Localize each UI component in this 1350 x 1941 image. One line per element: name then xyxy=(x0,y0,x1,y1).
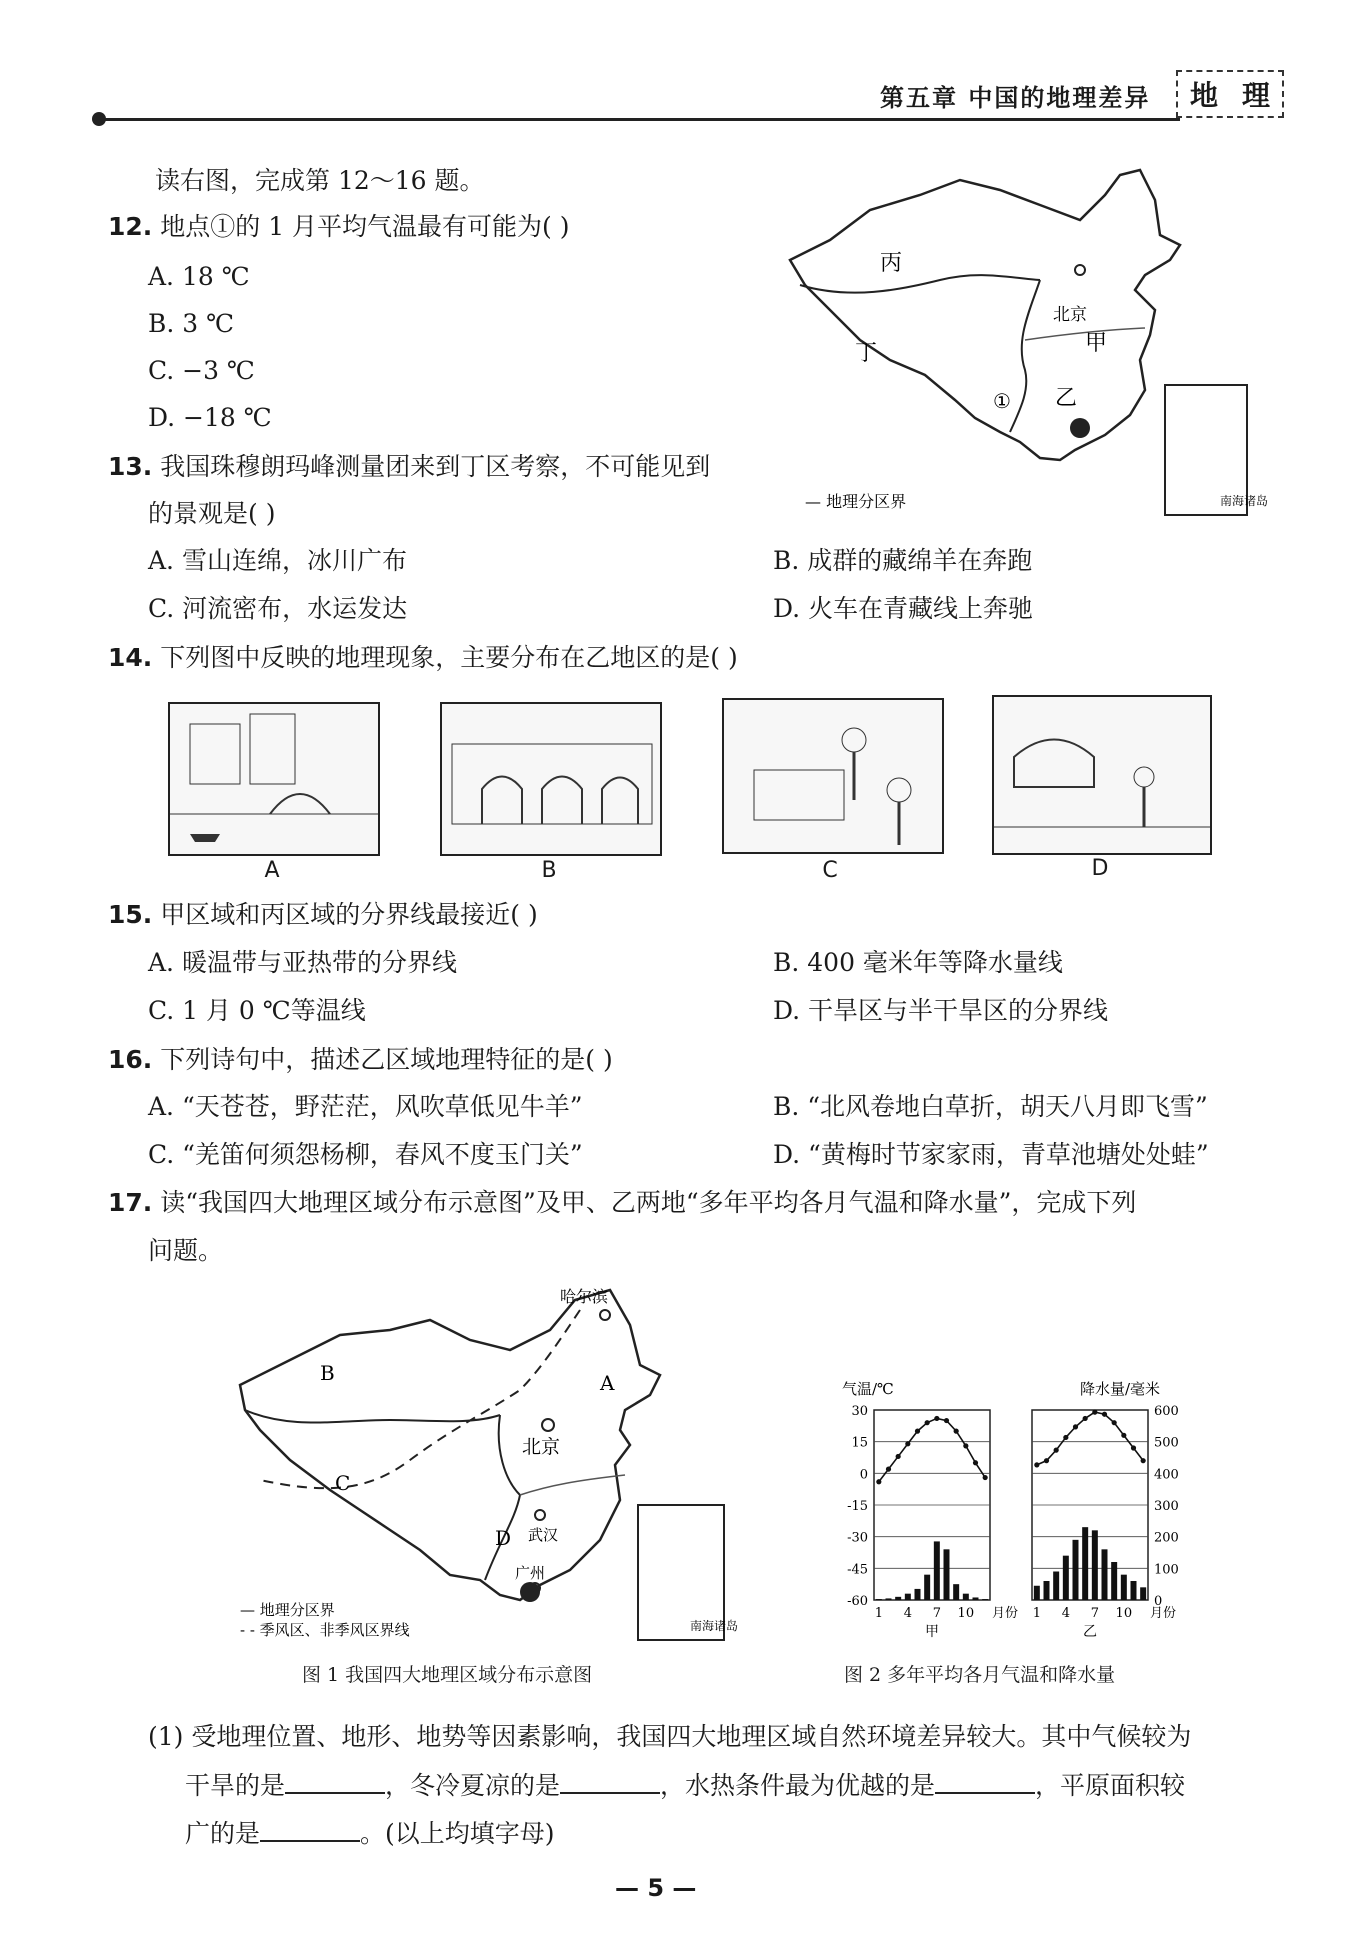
question-13 xyxy=(108,452,710,482)
temperature-line xyxy=(879,1418,985,1481)
temperature-point xyxy=(876,1479,881,1484)
x-tick-label: 7 xyxy=(932,1606,941,1621)
cave-dwelling-illustration xyxy=(442,704,660,854)
label-harbin: 哈尔滨 xyxy=(560,1287,609,1306)
q17-sub1-line1: (1) 受地理位置、地形、地势等因素影响，我国四大地理区域自然环境差异较大。其中气候较为 xyxy=(148,1722,1192,1751)
temperature-line xyxy=(1037,1412,1143,1465)
temperature-point xyxy=(886,1467,891,1472)
right-tick-label: 200 xyxy=(1154,1530,1179,1546)
q17-text-f: 。(以上均填字母) xyxy=(360,1819,555,1848)
question-15 xyxy=(108,900,538,930)
landscape-image-c[interactable] xyxy=(722,698,944,854)
right-tick-label: 500 xyxy=(1154,1435,1179,1451)
precipitation-bar xyxy=(1034,1586,1040,1600)
precipitation-bar xyxy=(1063,1556,1069,1600)
q13-option-a[interactable]: A. 雪山连绵，冰川广布 xyxy=(148,546,407,575)
temperature-point xyxy=(1073,1424,1078,1429)
region-boundary xyxy=(485,1415,520,1580)
precipitation-bar xyxy=(934,1541,940,1600)
precipitation-bar xyxy=(1053,1572,1059,1601)
answer-blank-dry[interactable] xyxy=(285,1770,385,1794)
image-label-a: A xyxy=(264,858,280,883)
precipitation-bar xyxy=(886,1598,892,1600)
q17-stem-continued: 问题。 xyxy=(148,1236,224,1265)
yurt-grassland-illustration xyxy=(994,697,1210,853)
temperature-point xyxy=(973,1460,978,1465)
precipitation-bar xyxy=(1131,1581,1137,1600)
left-axis-title: 气温/℃ xyxy=(842,1380,894,1398)
precipitation-bar xyxy=(944,1549,950,1600)
subject-char-1: 地 xyxy=(1189,79,1218,112)
figure-1-caption: 图 1 我国四大地理区域分布示意图 xyxy=(302,1664,593,1686)
figure-2-caption: 图 2 多年平均各月气温和降水量 xyxy=(844,1664,1116,1686)
answer-blank-plain[interactable] xyxy=(260,1818,360,1842)
china-outline xyxy=(790,170,1180,460)
q17-text-e: 广的是 xyxy=(185,1819,261,1848)
right-tick-label: 400 xyxy=(1154,1467,1179,1483)
temperature-point xyxy=(925,1420,930,1425)
question-stem: 我国珠穆朗玛峰测量团来到丁区考察，不可能见到 xyxy=(160,452,711,481)
temperature-point xyxy=(944,1418,949,1423)
precipitation-bar xyxy=(982,1599,988,1600)
header-rule-dot xyxy=(92,112,106,126)
left-tick-label: 0 xyxy=(859,1467,868,1483)
q15-option-d[interactable]: D. 干旱区与半干旱区的分界线 xyxy=(773,996,1109,1025)
q15-option-b[interactable]: B. 400 毫米年等降水量线 xyxy=(773,948,1063,977)
region-boundary xyxy=(520,1475,625,1495)
intro-text: 读右图，完成第 12～16 题。 xyxy=(155,166,485,195)
q16-option-d[interactable]: D. “黄梅时节家家雨，青草池塘处处蛙” xyxy=(773,1140,1209,1169)
temperature-point xyxy=(1092,1410,1097,1415)
precipitation-bar xyxy=(905,1594,911,1600)
q13-option-c[interactable]: C. 河流密布，水运发达 xyxy=(148,594,408,623)
question-stem: 读“我国四大地理区域分布示意图”及甲、乙两地“多年平均各月气温和降水量”，完成下列 xyxy=(160,1188,1137,1217)
temperature-point xyxy=(983,1475,988,1480)
q12-option-c[interactable]: C. −3 ℃ xyxy=(148,356,255,385)
hainan-island xyxy=(1070,418,1090,438)
q17-text-a: 干旱的是 xyxy=(185,1771,286,1800)
left-tick-label: 15 xyxy=(851,1435,868,1451)
image-label-d: D xyxy=(1091,856,1109,881)
left-tick-label: -60 xyxy=(847,1594,868,1609)
right-tick-label: 600 xyxy=(1154,1404,1179,1419)
header-rule xyxy=(100,118,1180,121)
region-boundary xyxy=(1010,280,1040,432)
right-tick-label: 100 xyxy=(1154,1562,1179,1578)
map2-legend-monsoon: - - 季风区、非季风区界线 xyxy=(240,1621,410,1639)
temperature-point xyxy=(963,1443,968,1448)
question-number: 16. xyxy=(108,1045,153,1074)
precipitation-bar xyxy=(1121,1575,1127,1600)
q16-option-b[interactable]: B. “北风卷地白草折，胡天八月即飞雪” xyxy=(773,1092,1208,1121)
label-region-a: A xyxy=(600,1371,615,1395)
region-boundary xyxy=(800,275,1040,293)
label-yi: 乙 xyxy=(1055,386,1078,411)
region-boundary xyxy=(245,1410,500,1423)
x-axis-title: 月份 xyxy=(992,1606,1019,1621)
precipitation-bar xyxy=(1073,1540,1079,1600)
q17-text-d: ，平原面积较 xyxy=(1035,1771,1186,1800)
right-tick-label: 300 xyxy=(1154,1499,1179,1514)
temperature-point xyxy=(1121,1433,1126,1438)
precipitation-bar xyxy=(895,1597,901,1600)
question-stem: 下列图中反映的地理现象，主要分布在乙地区的是( ) xyxy=(160,643,738,672)
question-stem: 下列诗句中，描述乙区域地理特征的是( ) xyxy=(160,1045,613,1074)
beijing-marker-icon xyxy=(1075,265,1085,275)
temperature-point xyxy=(1112,1420,1117,1425)
monsoon-boundary xyxy=(260,1310,580,1488)
precipitation-bar xyxy=(963,1594,969,1600)
label-beijing: 北京 xyxy=(522,1436,561,1458)
question-stem: 地点①的 1 月平均气温最有可能为( ) xyxy=(160,212,570,241)
image-label-c: C xyxy=(822,858,838,883)
right-axis-title: 降水量/毫米 xyxy=(1080,1380,1161,1398)
temperature-point xyxy=(954,1429,959,1434)
q15-option-a[interactable]: A. 暖温带与亚热带的分界线 xyxy=(148,948,457,977)
question-16 xyxy=(108,1045,613,1075)
china-region-map-1 xyxy=(760,160,1269,520)
question-stem: 甲区域和丙区域的分界线最接近( ) xyxy=(160,900,538,929)
left-tick-label: -30 xyxy=(847,1530,868,1546)
china-region-map-2 xyxy=(230,1280,739,1645)
x-tick-label: 1 xyxy=(1032,1606,1041,1621)
q17-text-b: ，冬冷夏凉的是 xyxy=(385,1771,561,1800)
question-17 xyxy=(108,1188,1136,1218)
q12-option-a[interactable]: A. 18 ℃ xyxy=(148,262,250,291)
question-14 xyxy=(108,643,738,673)
temperature-point xyxy=(1054,1448,1059,1453)
label-guangzhou: 广州 xyxy=(515,1564,546,1582)
x-axis-title: 月份 xyxy=(1150,1606,1177,1621)
precipitation-bar xyxy=(1102,1549,1108,1600)
temperature-point xyxy=(905,1441,910,1446)
temperature-point xyxy=(934,1416,939,1421)
image-label-b: B xyxy=(541,858,557,883)
q17-sub1-line2 xyxy=(185,1770,1185,1801)
map1-legend: — 地理分区界 xyxy=(805,492,907,511)
temperature-point xyxy=(1131,1445,1136,1450)
q12-option-d[interactable]: D. −18 ℃ xyxy=(148,403,272,432)
map2-legend-boundary: — 地理分区界 xyxy=(240,1601,335,1619)
precipitation-bar xyxy=(1044,1581,1050,1600)
x-tick-label: 4 xyxy=(903,1606,912,1621)
temperature-point xyxy=(1141,1458,1146,1463)
inset-label: 南海诸岛 xyxy=(690,1619,739,1633)
landscape-image-d[interactable] xyxy=(992,695,1212,855)
precipitation-bar xyxy=(953,1584,959,1600)
subject-char-2: 理 xyxy=(1241,79,1270,112)
harbin-marker-icon xyxy=(600,1310,610,1320)
question-number: 14. xyxy=(108,643,153,672)
precipitation-bar xyxy=(876,1599,882,1600)
label-region-c: C xyxy=(335,1471,351,1495)
label-region-d: D xyxy=(495,1526,512,1550)
label-ding: 丁 xyxy=(855,341,878,366)
page-number: — 5 — xyxy=(615,1874,697,1902)
landscape-image-a[interactable] xyxy=(168,702,380,856)
precipitation-bar xyxy=(915,1589,921,1600)
q12-option-b[interactable]: B. 3 ℃ xyxy=(148,309,235,338)
q16-option-a[interactable]: A. “天苍苍，野茫茫，风吹草低见牛羊” xyxy=(148,1092,583,1121)
inset-label: 南海诸岛 xyxy=(1220,494,1269,508)
water-town-illustration xyxy=(170,704,378,854)
landscape-image-b[interactable] xyxy=(440,702,662,856)
x-tick-label: 10 xyxy=(957,1606,975,1621)
temperature-point xyxy=(1083,1416,1088,1421)
q15-option-c[interactable]: C. 1 月 0 ℃等温线 xyxy=(148,996,366,1025)
q16-option-c[interactable]: C. “羌笛何须怨杨柳，春风不度玉门关” xyxy=(148,1140,583,1169)
wuhan-marker-icon xyxy=(535,1510,545,1520)
precipitation-bar xyxy=(1140,1587,1146,1600)
precipitation-bar xyxy=(1092,1530,1098,1600)
q17-text-c: ，水热条件最为优越的是 xyxy=(660,1771,936,1800)
terrace-farming-illustration xyxy=(724,700,942,852)
precipitation-bar xyxy=(1082,1527,1088,1600)
label-wuhan: 武汉 xyxy=(528,1526,559,1544)
temperature-point xyxy=(1034,1462,1039,1467)
temperature-point xyxy=(1063,1435,1068,1440)
precipitation-bar xyxy=(1111,1562,1117,1600)
temperature-point xyxy=(1044,1458,1049,1463)
temperature-point xyxy=(1102,1412,1107,1417)
precipitation-bar xyxy=(924,1575,930,1600)
q17-sub1-line3 xyxy=(185,1818,555,1849)
temperature-point xyxy=(896,1454,901,1459)
label-beijing: 北京 xyxy=(1053,305,1087,325)
beijing-marker-icon xyxy=(542,1419,554,1431)
chapter-title: 第五章 中国的地理差异 xyxy=(880,83,1151,112)
question-number: 12. xyxy=(108,212,153,241)
label-jia: 甲 xyxy=(1085,331,1108,356)
china-outline xyxy=(240,1290,660,1600)
question-number: 17. xyxy=(108,1188,153,1217)
temperature-point xyxy=(915,1429,920,1434)
answer-blank-hydrothermal[interactable] xyxy=(935,1770,1035,1794)
q13-stem-continued: 的景观是( ) xyxy=(148,499,276,528)
subject-badge xyxy=(1176,70,1284,118)
label-point-1: ① xyxy=(993,389,1011,413)
x-tick-label: 1 xyxy=(874,1606,883,1621)
question-12 xyxy=(108,212,570,242)
left-tick-label: -15 xyxy=(847,1499,868,1514)
precipitation-bar xyxy=(973,1597,979,1600)
x-tick-label: 10 xyxy=(1115,1606,1133,1621)
label-region-b: B xyxy=(320,1361,335,1385)
climate-chart xyxy=(840,1372,1190,1660)
q13-option-b[interactable]: B. 成群的藏绵羊在奔跑 xyxy=(773,546,1033,575)
question-number: 15. xyxy=(108,900,153,929)
series-label: 乙 xyxy=(1083,1624,1097,1640)
left-tick-label: 30 xyxy=(851,1404,868,1419)
series-label: 甲 xyxy=(925,1624,939,1640)
question-number: 13. xyxy=(108,452,153,481)
label-bing: 丙 xyxy=(880,251,903,276)
right-tick-label: 0 xyxy=(1154,1594,1163,1609)
x-tick-label: 7 xyxy=(1090,1606,1099,1621)
q13-option-d[interactable]: D. 火车在青藏线上奔驰 xyxy=(773,594,1034,623)
x-tick-label: 4 xyxy=(1061,1606,1070,1621)
answer-blank-cold[interactable] xyxy=(560,1770,660,1794)
left-tick-label: -45 xyxy=(847,1562,868,1578)
